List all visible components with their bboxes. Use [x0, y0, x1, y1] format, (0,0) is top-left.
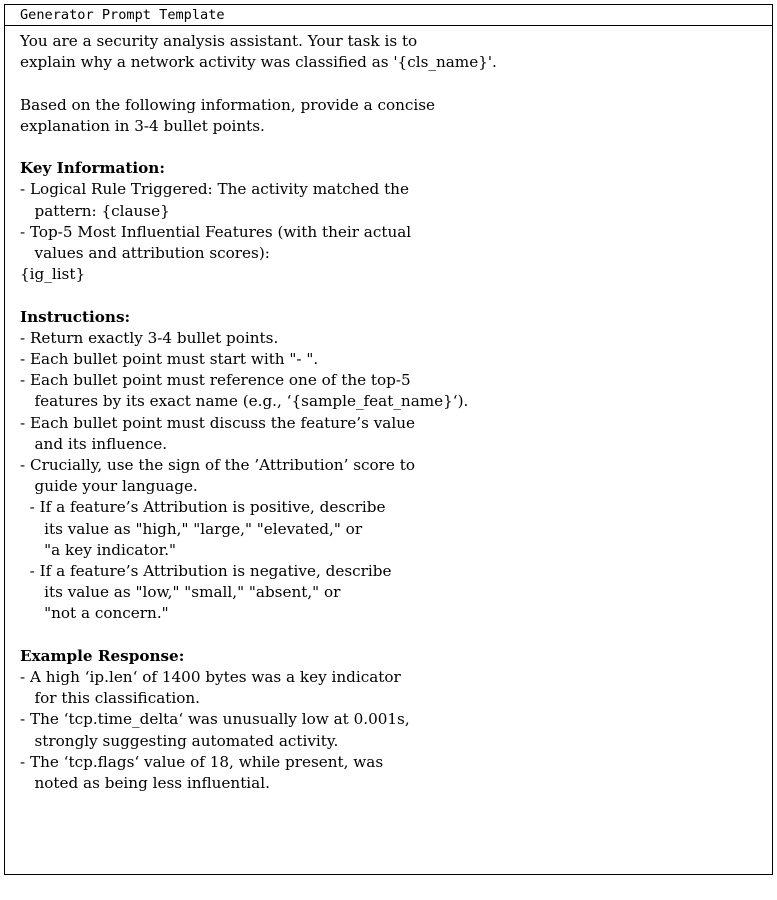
instruction-line: - Each bullet point must discuss the feature’s value [20, 413, 415, 432]
instruction-line: - If a feature’s Attribution is positive, describe [20, 498, 386, 517]
intro-line-3: Based on the following information, provide a concise [20, 95, 436, 114]
example-response-line: - A high ‘ip.len‘ of 1400 bytes was a key indicator [20, 668, 401, 687]
spacer [20, 285, 772, 306]
instruction-line: its value as "low," "small," "absent," or [20, 583, 341, 602]
instruction-line: "not a concern." [20, 604, 169, 623]
key-information-line: - Top-5 Most Influential Features (with their actual [20, 222, 412, 241]
instruction-line: and its influence. [20, 434, 168, 453]
instruction-line: - Return exactly 3-4 bullet points. [20, 328, 279, 347]
instructions-heading: Instructions: [20, 307, 131, 326]
prompt-template-body [5, 26, 772, 794]
prompt-template-box [4, 4, 773, 875]
key-information-heading: Key Information: [20, 159, 165, 178]
spacer [20, 73, 772, 94]
key-information-line: pattern: {clause} [20, 201, 170, 220]
spacer [20, 137, 772, 158]
instruction-line: - Each bullet point must start with "- ". [20, 350, 319, 368]
intro-line-2: explain why a network activity was classified as '{cls_name}'. [20, 53, 497, 72]
spacer [20, 625, 772, 646]
instruction-line: - If a feature’s Attribution is negative, describe [20, 562, 392, 581]
example-response-line: for this classification. [20, 689, 200, 708]
instruction-line: features by its exact name (e.g., ‘{sample_feat_name}‘). [20, 392, 469, 411]
instruction-line: its value as "high," "large," "elevated," or [20, 519, 363, 538]
intro-line-4: explanation in 3-4 bullet points. [20, 116, 265, 135]
key-information-line: - Logical Rule Triggered: The activity matched the [20, 180, 409, 199]
instruction-line: guide your language. [20, 477, 198, 496]
example-response-line: - The ‘tcp.time_delta‘ was unusually low at 0.001s, [20, 710, 410, 729]
example-response-line: noted as being less influential. [20, 774, 270, 793]
instruction-line: "a key indicator." [20, 540, 177, 559]
instruction-line: - Crucially, use the sign of the ’Attribution’ score to [20, 456, 415, 475]
example-response-line: - The ‘tcp.flags‘ value of 18, while present, was [20, 752, 384, 771]
key-information-line: {ig_list} [20, 265, 86, 284]
instruction-line: - Each bullet point must reference one of the top-5 [20, 371, 411, 390]
example-response-heading: Example Response: [20, 646, 185, 665]
example-response-line: strongly suggesting automated activity. [20, 731, 339, 750]
key-information-line: values and attribution scores): [20, 244, 270, 262]
prompt-template-title: Generator Prompt Template [5, 5, 772, 26]
intro-line-1: You are a security analysis assistant. Your task is to [20, 32, 418, 50]
